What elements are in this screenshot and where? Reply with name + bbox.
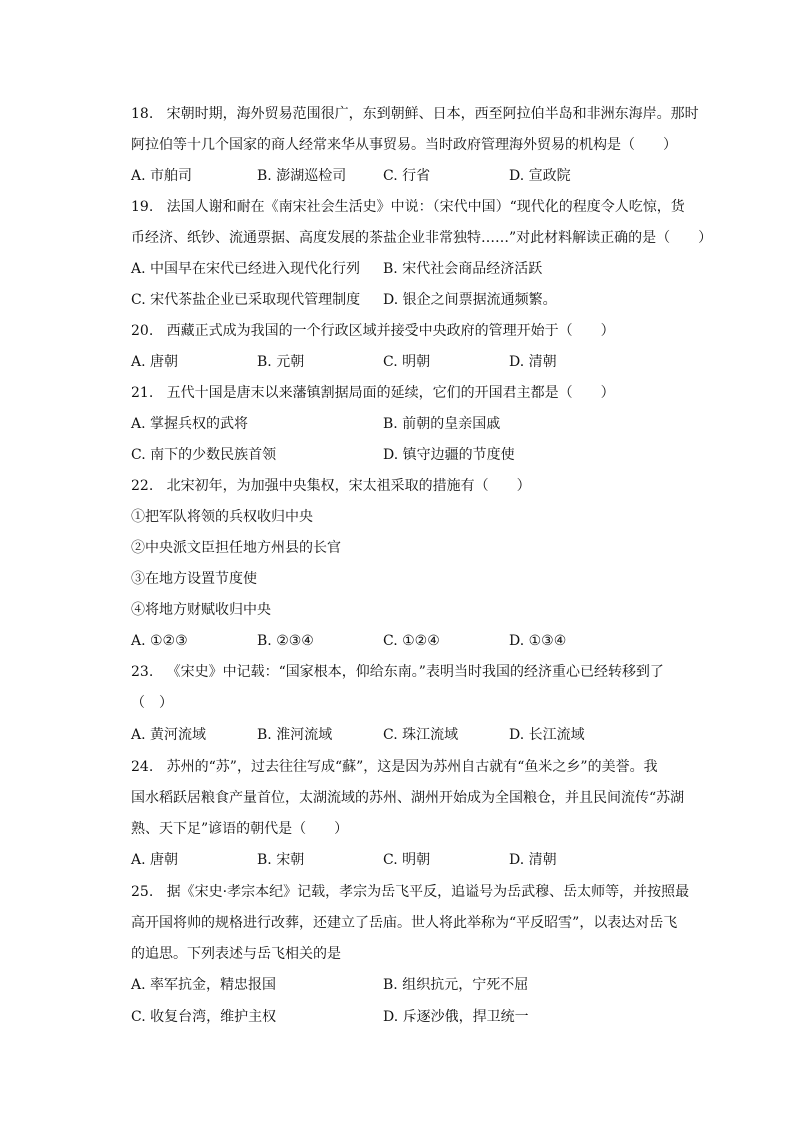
question-number: 24.: [131, 759, 154, 775]
statement-item-3: ③在地方设置节度使: [131, 571, 257, 587]
question-number: 22.: [131, 478, 154, 494]
option-b[interactable]: B. 组织抗元，宁死不屈: [383, 977, 529, 993]
question-18-line-2: 阿拉伯等十几个国家的商人经常来华从事贸易。当时政府管理海外贸易的机构是（ ）: [131, 137, 677, 153]
statement-item-1: ①把军队将领的兵权收归中央: [131, 509, 313, 525]
question-18-line-1: [131, 104, 699, 124]
option-b[interactable]: B. 澎湖巡检司: [257, 168, 347, 184]
option-a[interactable]: A. 唐朝: [131, 852, 179, 868]
question-25-line-3: 的追思。下列表述与岳飞相关的是: [131, 946, 341, 962]
option-c[interactable]: C. 收复台湾，维护主权: [131, 1009, 277, 1025]
option-a[interactable]: A. ①②③: [131, 633, 188, 649]
option-a[interactable]: A. 唐朝: [131, 354, 179, 370]
option-c[interactable]: C. 行省: [383, 168, 431, 184]
question-24-line-2: 国水稻跃居粮食产量首位，太湖流域的苏州、湖州开始成为全国粮仓，并且民间流传“苏湖: [131, 790, 685, 806]
option-a[interactable]: A. 黄河流域: [131, 727, 207, 743]
question-text: 据《宋史·孝宗本纪》记载，孝宗为岳飞平反，追谥号为岳武穆、岳太师等，并按照最: [166, 884, 690, 900]
option-d[interactable]: D. 镇守边疆的节度使: [383, 447, 515, 463]
option-d[interactable]: D. 斥逐沙俄，捍卫统一: [383, 1009, 529, 1025]
option-b[interactable]: B. ②③④: [257, 633, 314, 649]
question-number: 23.: [131, 664, 154, 680]
question-text: 宋朝时期，海外贸易范围很广，东到朝鲜、日本，西至阿拉伯半岛和非洲东海岸。那时: [166, 106, 699, 122]
option-c[interactable]: C. 珠江流域: [383, 727, 459, 743]
question-number: 20.: [131, 323, 154, 339]
question-24-line-1: [131, 757, 658, 777]
question-23-line-1: [131, 662, 664, 682]
question-text: 《宋史》中记载：“国家根本，仰给东南。”表明当时我国的经济重心已经转移到了: [166, 664, 664, 680]
question-text: 北宋初年，为加强中央集权，宋太祖采取的措施有（ ）: [166, 478, 531, 494]
option-d[interactable]: D. 银企之间票据流通频繁。: [383, 292, 557, 308]
question-text: 苏州的“苏”，过去往往写成“蘇”，这是因为苏州自古就有“鱼米之乡”的美誉。我: [166, 759, 658, 775]
statement-item-4: ④将地方财赋收归中央: [131, 602, 271, 618]
option-d[interactable]: D. 清朝: [509, 354, 557, 370]
question-number: 21.: [131, 385, 154, 401]
question-22-line-1: [131, 476, 531, 496]
question-text: 法国人谢和耐在《南宋社会生活史》中说：（宋代中国）“现代化的程度令人吃惊，货: [166, 199, 685, 215]
option-a[interactable]: A. 掌握兵权的武将: [131, 416, 249, 432]
option-d[interactable]: D. ①③④: [509, 633, 567, 649]
option-c[interactable]: C. 南下的少数民族首领: [131, 447, 277, 463]
question-25-line-2: 高开国将帅的规格进行改葬，还建立了岳庙。世人将此举称为“平反昭雪”，以表达对岳飞: [131, 915, 678, 931]
option-d[interactable]: D. 长江流域: [509, 727, 585, 743]
option-c[interactable]: C. 明朝: [383, 852, 431, 868]
option-d[interactable]: D. 宣政院: [509, 168, 571, 184]
question-number: 25.: [131, 884, 154, 900]
question-24-line-3: 熟、天下足”谚语的朝代是（ ）: [131, 821, 349, 837]
question-21-line-1: [131, 383, 615, 403]
question-23-line-2: （ ）: [131, 695, 173, 711]
question-19-line-2: 币经济、纸钞、流通票据、高度发展的茶盐企业非常独特……”对此材料解读正确的是（ ）: [131, 230, 713, 246]
question-text: 五代十国是唐末以来藩镇割据局面的延续，它们的开国君主都是（ ）: [166, 385, 615, 401]
question-19-line-1: [131, 197, 685, 217]
option-b[interactable]: B. 前朝的皇亲国戚: [383, 416, 501, 432]
option-b[interactable]: B. 宋朝: [257, 852, 305, 868]
option-a[interactable]: A. 率军抗金，精忠报国: [131, 977, 277, 993]
option-b[interactable]: B. 元朝: [257, 354, 305, 370]
question-number: 18.: [131, 106, 154, 122]
option-c[interactable]: C. 宋代茶盐企业已采取现代管理制度: [131, 292, 361, 308]
question-20-line-1: [131, 321, 615, 341]
question-number: 19.: [131, 199, 154, 215]
option-a[interactable]: A. 市舶司: [131, 168, 193, 184]
option-c[interactable]: C. ①②④: [383, 633, 440, 649]
option-c[interactable]: C. 明朝: [383, 354, 431, 370]
option-b[interactable]: B. 淮河流域: [257, 727, 333, 743]
option-a[interactable]: A. 中国早在宋代已经进入现代化行列: [131, 261, 361, 277]
statement-item-2: ②中央派文臣担任地方州县的长官: [131, 540, 341, 556]
question-text: 西藏正式成为我国的一个行政区域并接受中央政府的管理开始于（ ）: [166, 323, 615, 339]
option-b[interactable]: B. 宋代社会商品经济活跃: [383, 261, 543, 277]
question-25-line-1: [131, 882, 689, 902]
option-d[interactable]: D. 清朝: [509, 852, 557, 868]
